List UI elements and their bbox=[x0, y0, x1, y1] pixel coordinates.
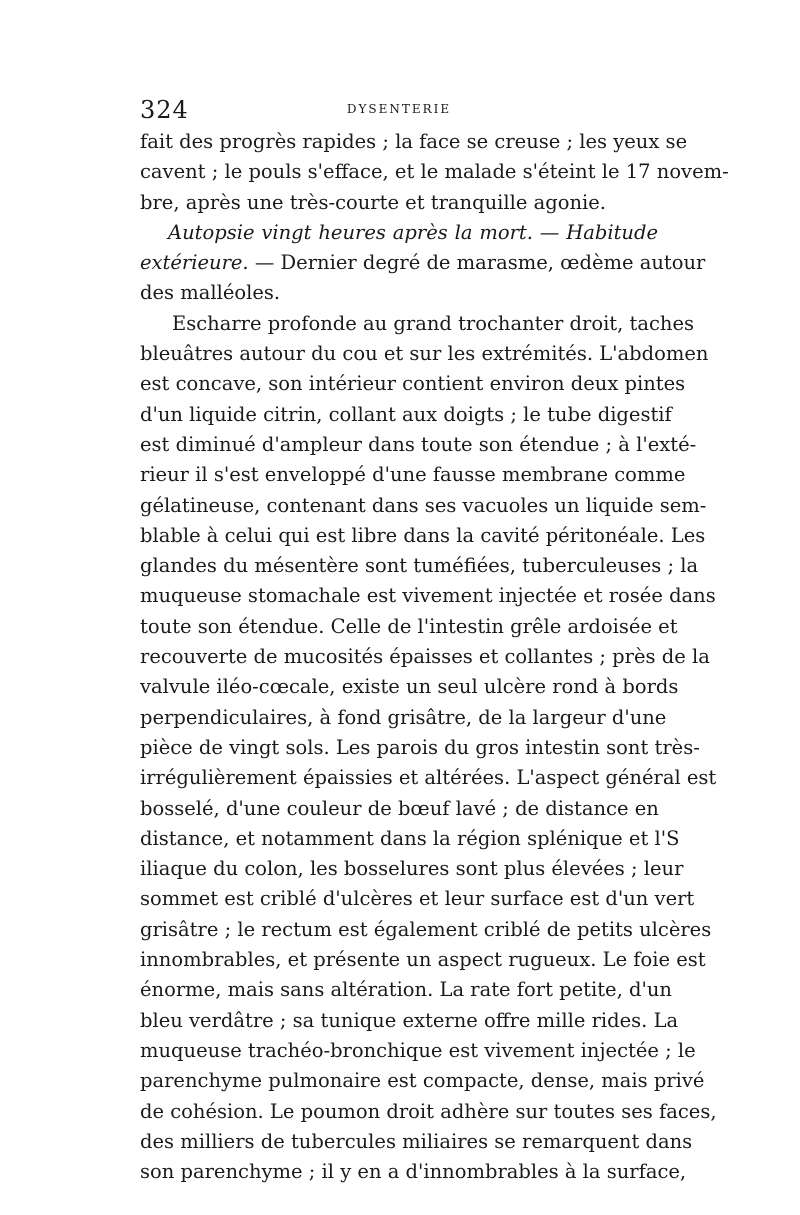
autopsy-heading-line bbox=[140, 218, 658, 248]
text-line: de cohésion. Le poumon droit adhère sur toutes ses faces, bbox=[140, 1099, 717, 1123]
text-line: gélatineuse, contenant dans ses vacuoles un liquide sem- bbox=[140, 493, 707, 517]
text-line: perpendiculaires, à fond grisâtre, de la largeur d'une bbox=[140, 705, 667, 729]
text-line: distance, et notamment dans la région splénique et l'S bbox=[140, 826, 680, 850]
text-line: innombrables, et présente un aspect rugueux. Le foie est bbox=[140, 948, 706, 972]
page-header bbox=[140, 96, 658, 126]
text-line: toute son étendue. Celle de l'intestin grêle ardoisée et bbox=[140, 614, 678, 638]
text-line: d'un liquide citrin, collant aux doigts ; le tube digestif bbox=[140, 402, 672, 426]
text-line: blable à celui qui est libre dans la cavité péritonéale. Les bbox=[140, 523, 706, 547]
text-line bbox=[140, 248, 706, 278]
exterieure-italic: extérieure. bbox=[140, 251, 249, 275]
text-line: iliaque du colon, les bosselures sont plus élevées ; leur bbox=[140, 857, 684, 881]
text-line: cavent ; le pouls s'efface, et le malade s'éteint le 17 novem- bbox=[140, 160, 729, 184]
text-line: recouverte de mucosités épaisses et collantes ; près de la bbox=[140, 645, 710, 669]
text-line: sommet est criblé d'ulcères et leur surface est d'un vert bbox=[140, 887, 695, 911]
habitude-italic: Habitude bbox=[566, 220, 658, 244]
text-line: est concave, son intérieur contient environ deux pintes bbox=[140, 372, 686, 396]
text-line: son parenchyme ; il y en a d'innombrables à la surface, bbox=[140, 1160, 687, 1184]
running-title: DYSENTERIE bbox=[346, 102, 452, 116]
text-line: fait des progrès rapides ; la face se creuse ; les yeux se bbox=[140, 130, 688, 153]
body-text bbox=[140, 127, 729, 1187]
text-line: bre, après une très-courte et tranquille agonie. bbox=[140, 190, 606, 214]
text-line: parenchyme pulmonaire est compacte, dense, mais privé bbox=[140, 1069, 705, 1093]
text-line: est diminué d'ampleur dans toute son étendue ; à l'exté- bbox=[140, 432, 697, 456]
text-line: muqueuse stomachale est vivement injectée et rosée dans bbox=[140, 584, 716, 608]
text-line: valvule iléo-cœcale, existe un seul ulcère rond à bords bbox=[140, 675, 679, 699]
text-line: des malléoles. bbox=[140, 281, 281, 305]
text-line: glandes du mésentère sont tuméfiées, tuberculeuses ; la bbox=[140, 554, 699, 578]
text-line: irrégulièrement épaissies et altérées. L'aspect général est bbox=[140, 766, 717, 790]
text-line: pièce de vingt sols. Les parois du gros intestin sont très- bbox=[140, 735, 700, 759]
paragraph-start-line: Escharre profonde au grand trochanter droit, taches bbox=[172, 311, 695, 335]
text-line: bleuâtres autour du cou et sur les extrémités. L'abdomen bbox=[140, 342, 709, 366]
text-line: bleu verdâtre ; sa tunique externe offre mille rides. La bbox=[140, 1008, 679, 1032]
text-line: énorme, mais sans altération. La rate fort petite, d'un bbox=[140, 978, 672, 1002]
text-line: rieur il s'est enveloppé d'une fausse membrane comme bbox=[140, 463, 686, 487]
text-line: muqueuse trachéo-bronchique est vivement injectée ; le bbox=[140, 1038, 696, 1062]
text-line-rest: — Dernier degré de marasme, œdème autour bbox=[248, 251, 706, 275]
text-line: grisâtre ; le rectum est également criblé de petits ulcères bbox=[140, 917, 712, 941]
page-number: 324 bbox=[140, 96, 189, 124]
autopsy-heading-italic: Autopsie vingt heures après la mort. bbox=[168, 220, 533, 244]
text-line: des milliers de tubercules miliaires se remarquent dans bbox=[140, 1129, 693, 1153]
text-line: bosselé, d'une couleur de bœuf lavé ; de distance en bbox=[140, 796, 659, 820]
autopsy-heading-dash: — bbox=[532, 220, 567, 244]
